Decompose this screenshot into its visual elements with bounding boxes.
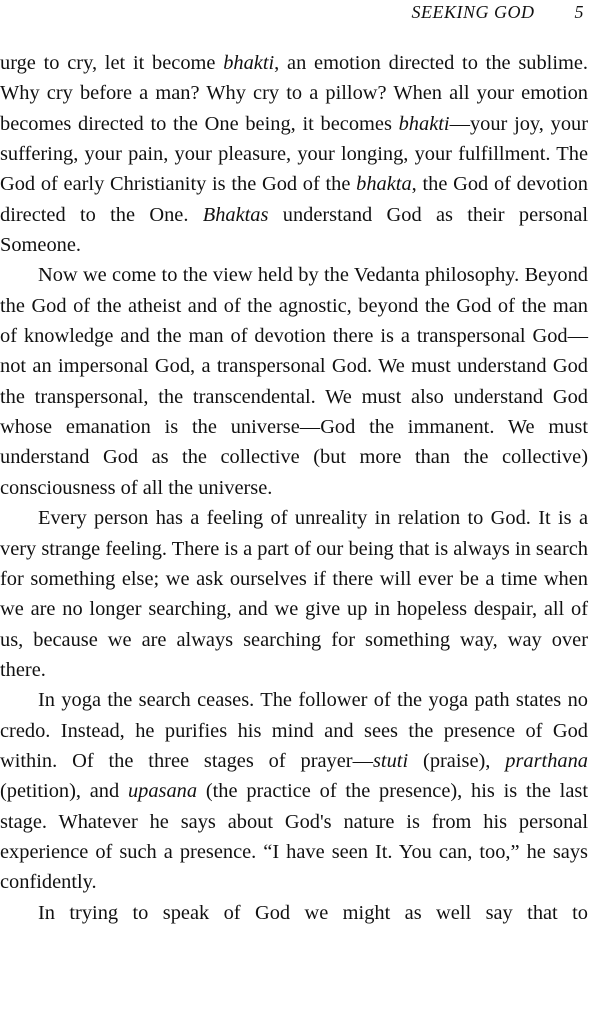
italic-term: Bhaktas (202, 203, 269, 226)
paragraph: In trying to speak of God we might as well say that to (38, 901, 588, 924)
page-number: 5 (574, 1, 584, 22)
running-head (412, 0, 585, 24)
italic-term: bhakti (223, 52, 275, 74)
italic-term: upasana (127, 780, 198, 803)
paragraph: In yoga the search ceases. The follower of the yoga path states no credo. Instead, he purifies his mind and sees the presence of God within. Of the three stages of prayer—stuti (praise), prarthana (petition), and upasana (the practice of the presence), his is the last stage. Whatever he says about God's nature is from his personal experience of such a presence. “I have seen It. You can, too,” he says confidently. (0, 689, 588, 894)
body-text (0, 48, 588, 928)
paragraph: Now we come to the view held by the Vedanta philosophy. Beyond the God of the atheist and of the agnostic, beyond the God of the man of knowledge and the man of devotion there is a transpersonal God—not an impersonal God, a transpersonal God. We must understand God the transpersonal, the transcendental. We must also understand God whose emanation is the universe—God the immanent. We must understand God as the collective (but more than the collective) consciousness of all the universe. (0, 264, 588, 499)
italic-term: bhakta (356, 173, 412, 196)
paragraph: urge to cry, let it become bhakti, an emotion directed to the sublime. Why cry before a man? Why cry to a pillow? When all your emotion becomes directed to the One being, it becomes bhakti—your joy, your suffering, your pain, your pleasure, your longing, your fulfillment. The God of early Christianity is the God of the bhakta, the God of devotion directed to the One. Bhaktas understand God as their personal Someone. (0, 52, 589, 257)
italic-term: bhakti (398, 112, 450, 135)
italic-term: prarthana (505, 749, 588, 772)
italic-term: stuti (373, 749, 409, 772)
running-title: SEEKING GOD (411, 1, 535, 22)
paragraph: Every person has a feeling of unreality in relation to God. It is a very strange feeling. There is a part of our being that is always in search for something else; we ask ourselves if there will ever be a time when we are no longer searching, and we give up in hopeless despair, all of us, because we are always searching for something way, way over there. (0, 507, 588, 681)
